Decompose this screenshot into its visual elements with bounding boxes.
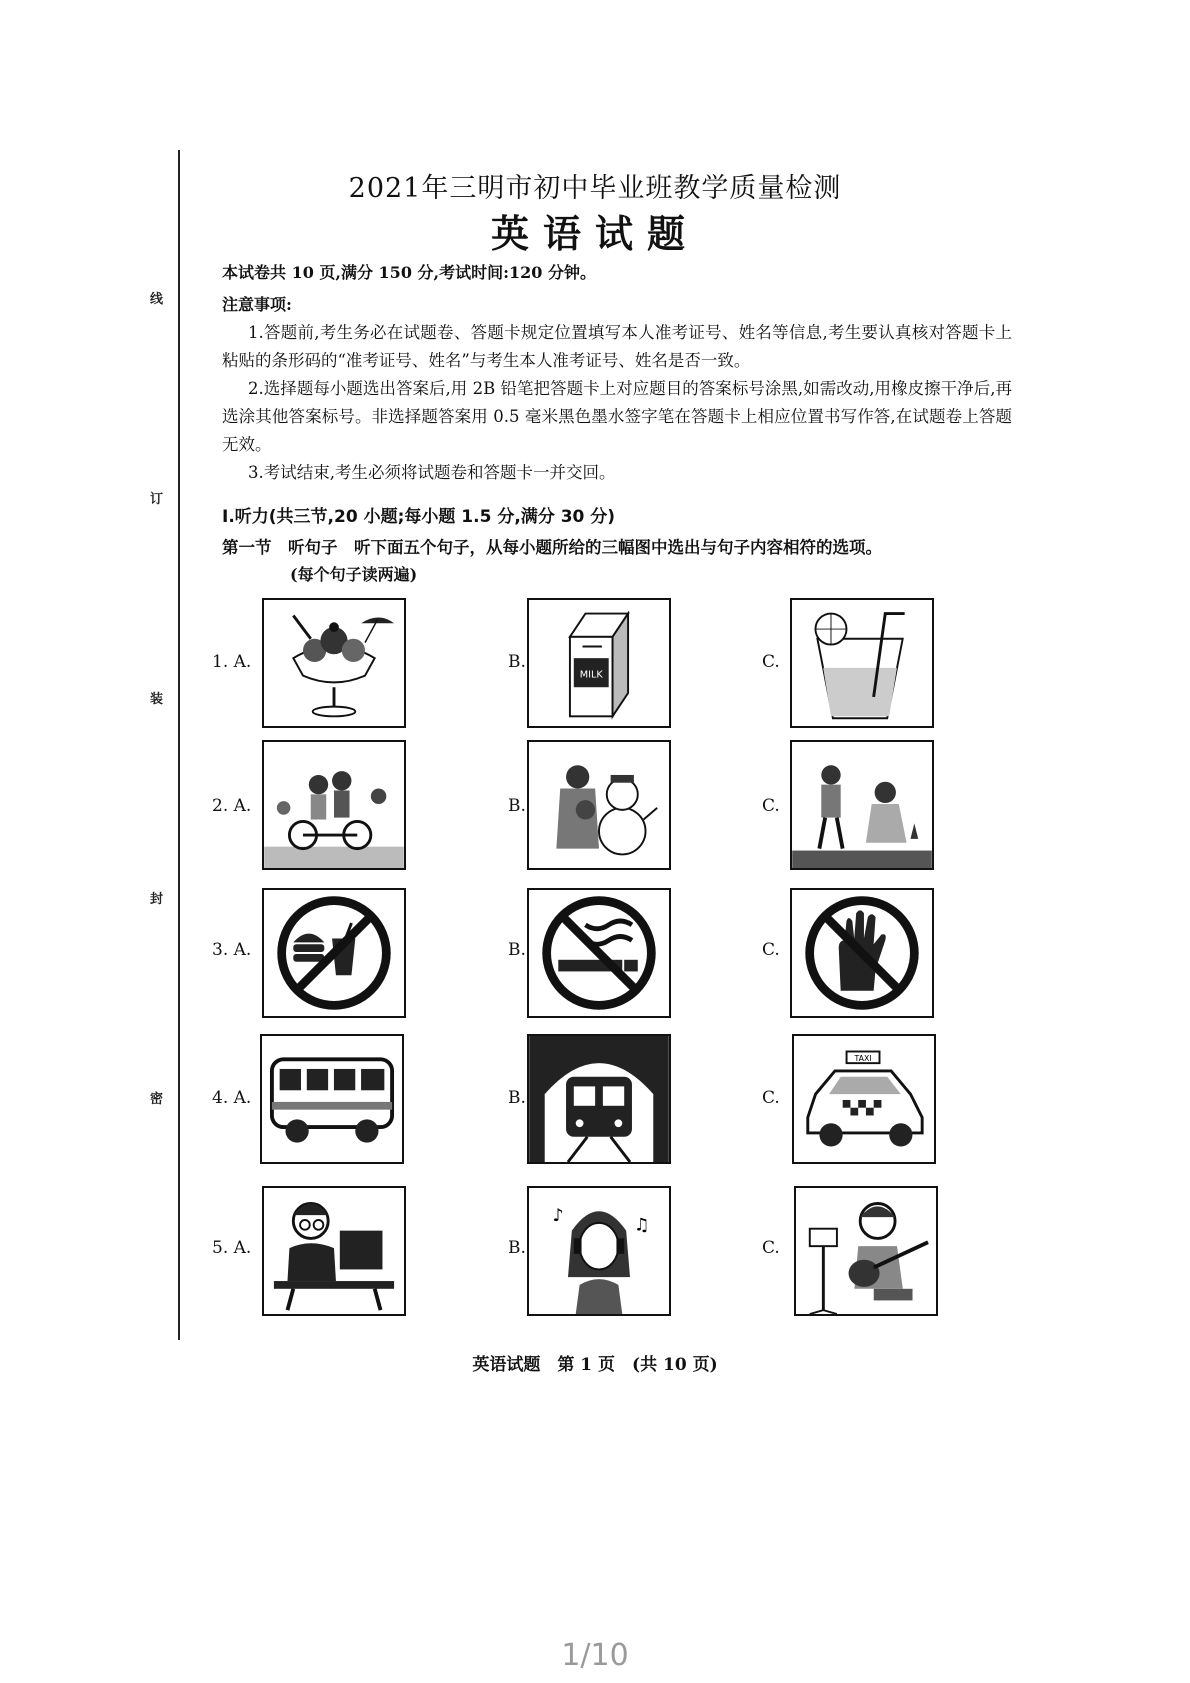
question-3-label: 3. A. xyxy=(212,940,252,960)
binding-char-ding: 订 xyxy=(150,492,164,507)
question-5-option-c: C. xyxy=(762,1238,780,1258)
question-5-option-b: B. xyxy=(508,1238,526,1258)
music-note-icon: ♫ xyxy=(633,1215,650,1236)
binding-line xyxy=(178,150,180,1340)
exam-subject: 英语试题 xyxy=(490,211,699,256)
question-1-option-b: B. xyxy=(508,652,526,672)
boy-playing-guitar-image[interactable] xyxy=(794,1186,938,1316)
question-4-option-b: B. xyxy=(508,1088,526,1108)
question-1-option-c: C. xyxy=(762,652,780,672)
section-title: Ⅰ.听力(共三节,20 小题;每小题 1.5 分,满分 30 分) xyxy=(222,507,616,527)
notice-item-1: 1.答题前,考生务必在试题卷、答题卡规定位置填写本人准考证号、姓名等信息,考生要认真核对答题卡上粘贴的条形码的“准考证号、姓名”与考生本人准考证号、姓名是否一致。 xyxy=(222,323,1012,370)
subway-train-image[interactable] xyxy=(527,1034,671,1164)
notice-heading: 注意事项: xyxy=(222,295,292,314)
question-4-label: 4. A. xyxy=(212,1088,252,1108)
binding-char-feng: 封 xyxy=(150,892,164,907)
no-touching-sign-image[interactable] xyxy=(790,888,934,1018)
page-footer: 英语试题 第 1 页 (共 10 页) xyxy=(472,1355,718,1375)
music-note-icon: ♪ xyxy=(552,1205,564,1226)
part1-note: (每个句子读两遍) xyxy=(290,565,418,584)
taxi-sign-text: TAXI xyxy=(854,1054,872,1064)
question-3-option-c: C. xyxy=(762,940,780,960)
question-2-label: 2. A. xyxy=(212,796,252,816)
exam-title: 2021年三明市初中毕业班教学质量检测 xyxy=(348,173,842,204)
question-4-option-c: C. xyxy=(762,1088,780,1108)
no-food-sign-image[interactable] xyxy=(262,888,406,1018)
binding-char-mi: 密 xyxy=(150,1092,164,1107)
family-planting-image[interactable] xyxy=(790,740,934,870)
binding-char-xian: 线 xyxy=(150,292,164,307)
family-cycling-image[interactable] xyxy=(262,740,406,870)
girl-listening-music-image[interactable] xyxy=(527,1186,671,1316)
question-5-label: 5. A. xyxy=(212,1238,252,1258)
notice-item-2: 2.选择题每小题选出答案后,用 2B 铅笔把答题卡上对应题目的答案标号涂黑,如需改动,用橡皮擦干净后,再选涂其他答案标号。非选择题答案用 0.5 毫米黑色墨水签字笔在答题卡上相应位置书写作答,在试题卷上答题无效。 xyxy=(222,379,1012,454)
boy-using-computer-image[interactable] xyxy=(262,1186,406,1316)
lemonade-glass-image[interactable] xyxy=(790,598,934,728)
no-smoking-sign-image[interactable] xyxy=(527,888,671,1018)
bus-image[interactable] xyxy=(260,1034,404,1164)
binding-char-zhuang: 装 xyxy=(150,692,164,707)
taxi-image[interactable] xyxy=(792,1034,936,1164)
exam-info: 本试卷共 10 页,满分 150 分,考试时间:120 分钟。 xyxy=(222,263,596,282)
part1-title: 第一节 听句子 听下面五个句子，从每小题所给的三幅图中选出与句子内容相符的选项。 xyxy=(222,538,882,557)
building-snowman-image[interactable] xyxy=(527,740,671,870)
question-3-option-b: B. xyxy=(508,940,526,960)
question-2-option-b: B. xyxy=(508,796,526,816)
question-1-label: 1. A. xyxy=(212,652,252,672)
milk-carton-image[interactable] xyxy=(527,598,671,728)
ice-cream-sundae-image[interactable] xyxy=(262,598,406,728)
notice-item-3: 3.考试结束,考生必须将试题卷和答题卡一并交回。 xyxy=(248,463,616,482)
page-indicator: 1/10 xyxy=(561,1638,629,1673)
milk-carton-text: MILK xyxy=(579,669,603,681)
question-2-option-c: C. xyxy=(762,796,780,816)
